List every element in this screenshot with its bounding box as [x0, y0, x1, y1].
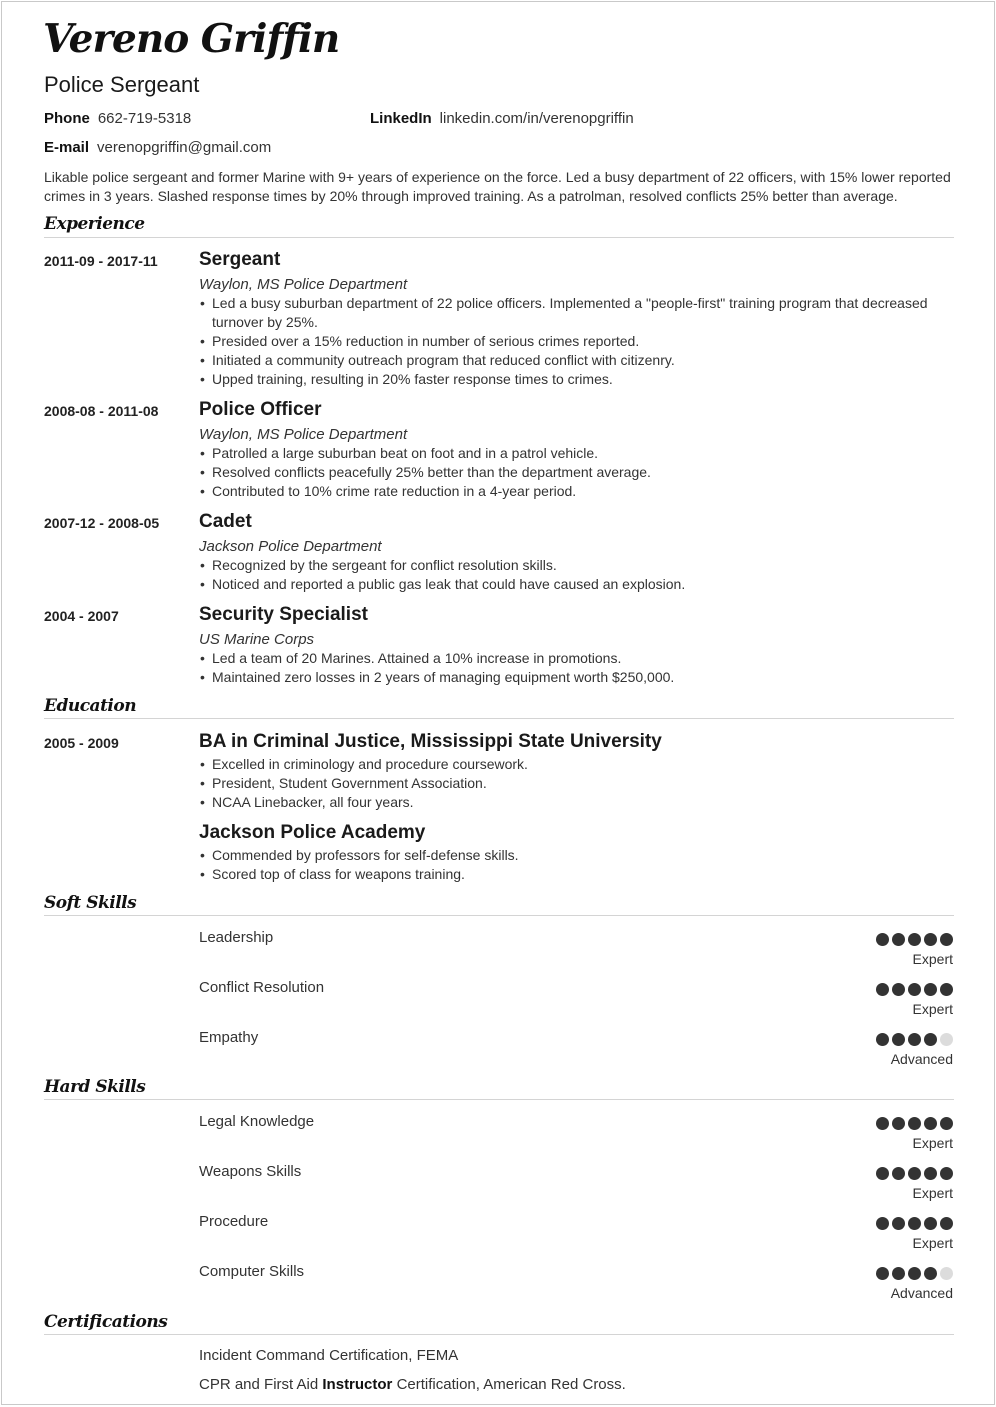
education-divider [44, 718, 954, 719]
list-item: • Led a team of 20 Marines. Attained a 10% increase in promotions. [199, 649, 939, 668]
certification-text: CPR and First Aid [199, 1376, 323, 1393]
job-org: Waylon, MS Police Department [199, 276, 408, 293]
rating-dot-filled [940, 1217, 953, 1230]
education-bullets [199, 755, 939, 812]
experience-divider [44, 237, 954, 238]
skill-name: Weapons Skills [199, 1163, 302, 1180]
rating-dot-filled [908, 983, 921, 996]
list-item: • NCAA Linebacker, all four years. [199, 793, 939, 812]
rating-dot-filled [908, 1217, 921, 1230]
job-dates: 2011-09 - 2017-11 [44, 253, 158, 269]
rating-dot-filled [940, 933, 953, 946]
list-item: • Led a busy suburban department of 22 police officers. Implemented a "people-first" training program that decreased turnover by 25%. [199, 294, 939, 332]
list-item: • Initiated a community outreach program that reduced conflict with citizenry. [199, 351, 939, 370]
contact-email [44, 139, 271, 156]
skill-rating [876, 1217, 953, 1230]
list-item: • Contributed to 10% crime rate reduction in a 4-year period. [199, 482, 939, 501]
education-bullets [199, 846, 939, 884]
soft-skills-divider [44, 915, 954, 916]
rating-dot-filled [924, 1217, 937, 1230]
job-dates: 2004 - 2007 [44, 608, 119, 624]
resume-page [1, 1, 995, 1405]
certification-text-end: Certification, American Red Cross. [392, 1376, 626, 1393]
list-item: • Scored top of class for weapons training. [199, 865, 939, 884]
rating-dot-filled [876, 1217, 889, 1230]
certification-bold: Instructor [322, 1376, 393, 1393]
job-title: Police Sergeant [44, 72, 200, 97]
phone-label: Phone [44, 110, 90, 127]
skill-name: Legal Knowledge [199, 1113, 315, 1130]
job-title: Cadet [199, 511, 252, 532]
list-item: • Patrolled a large suburban beat on foot and in a patrol vehicle. [199, 444, 939, 463]
rating-dot-filled [908, 933, 921, 946]
list-item: • Presided over a 15% reduction in number of serious crimes reported. [199, 332, 939, 351]
rating-dot-filled [876, 1033, 889, 1046]
rating-dot-filled [924, 983, 937, 996]
rating-dot-filled [892, 1033, 905, 1046]
hard-skills-divider [44, 1099, 954, 1100]
hard-skills-heading: Hard Skills [44, 1077, 146, 1097]
certifications-divider [44, 1334, 954, 1335]
rating-dot-filled [876, 983, 889, 996]
list-item: • President, Student Government Association. [199, 774, 939, 793]
education-heading: Education [44, 696, 137, 716]
contact-phone [44, 110, 191, 127]
list-item: • Commended by professors for self-defense skills. [199, 846, 939, 865]
skill-name: Computer Skills [199, 1263, 305, 1280]
skill-name: Leadership [199, 929, 274, 946]
rating-dot-filled [892, 1167, 905, 1180]
job-org: Jackson Police Department [199, 538, 382, 555]
rating-dot-filled [876, 933, 889, 946]
rating-dot-filled [940, 1167, 953, 1180]
job-dates: 2008-08 - 2011-08 [44, 403, 159, 419]
education-title: Jackson Police Academy [199, 822, 426, 843]
education-title: BA in Criminal Justice, Mississippi State University [199, 731, 662, 752]
rating-dot-filled [876, 1167, 889, 1180]
job-dates: 2007-12 - 2008-05 [44, 515, 160, 531]
experience-heading: Experience [44, 214, 145, 234]
job-org: Waylon, MS Police Department [199, 426, 408, 443]
education-dates: 2005 - 2009 [44, 735, 119, 751]
skill-rating [876, 1267, 953, 1280]
skill-name: Empathy [199, 1029, 259, 1046]
rating-dot-filled [892, 1117, 905, 1130]
rating-dot-filled [924, 1267, 937, 1280]
certification-item [199, 1376, 626, 1393]
skill-level: Expert [912, 1185, 953, 1201]
rating-dot-filled [924, 1117, 937, 1130]
candidate-name: Vereno Griffin [43, 16, 340, 62]
skill-name: Procedure [199, 1213, 269, 1230]
rating-dot-filled [892, 933, 905, 946]
skill-level: Advanced [890, 1051, 953, 1067]
job-title: Sergeant [199, 249, 281, 270]
rating-dot-filled [892, 1217, 905, 1230]
job-title: Security Specialist [199, 604, 368, 625]
job-title: Police Officer [199, 399, 322, 420]
certification-text: Incident Command Certification, FEMA [199, 1347, 459, 1364]
rating-dot-filled [924, 1167, 937, 1180]
skill-rating [876, 983, 953, 996]
rating-dot-filled [876, 1117, 889, 1130]
list-item: • Upped training, resulting in 20% faster response times to crimes. [199, 370, 939, 389]
rating-dot-empty [940, 1267, 953, 1280]
skill-level: Expert [912, 951, 953, 967]
skill-level: Expert [912, 1235, 953, 1251]
rating-dot-filled [924, 933, 937, 946]
linkedin-value[interactable]: linkedin.com/in/verenopgriffin [439, 110, 634, 127]
phone-value: 662-719-5318 [97, 110, 192, 127]
rating-dot-filled [940, 1117, 953, 1130]
list-item: • Excelled in criminology and procedure coursework. [199, 755, 939, 774]
rating-dot-filled [876, 1267, 889, 1280]
skill-level: Advanced [890, 1285, 953, 1301]
rating-dot-filled [892, 1267, 905, 1280]
skill-name: Conflict Resolution [199, 979, 325, 996]
rating-dot-filled [908, 1117, 921, 1130]
summary: Likable police sergeant and former Marine with 9+ years of experience on the force. Led a busy department of 22 officers, with 15% lower reported crimes in 3 years. Slashed response times by 20% through improved training. As a patrolman, resolved conflicts 25% better than average. [44, 169, 951, 204]
job-bullets [199, 444, 939, 501]
job-bullets [199, 294, 939, 389]
rating-dot-filled [892, 983, 905, 996]
email-value[interactable]: verenopgriffin@gmail.com [97, 139, 272, 156]
certification-item [199, 1347, 458, 1364]
rating-dot-empty [940, 1033, 953, 1046]
rating-dot-filled [908, 1267, 921, 1280]
list-item: • Noticed and reported a public gas leak that could have caused an explosion. [199, 575, 939, 594]
list-item: • Recognized by the sergeant for conflict resolution skills. [199, 556, 939, 575]
email-label: E-mail [44, 139, 90, 156]
skill-level: Expert [912, 1001, 953, 1017]
rating-dot-filled [908, 1167, 921, 1180]
skill-rating [876, 1117, 953, 1130]
linkedin-label: LinkedIn [370, 110, 432, 127]
soft-skills-heading: Soft Skills [44, 893, 137, 913]
rating-dot-filled [924, 1033, 937, 1046]
skill-rating [876, 1167, 953, 1180]
rating-dot-filled [908, 1033, 921, 1046]
rating-dot-filled [940, 983, 953, 996]
contact-linkedin [370, 110, 634, 127]
list-item: • Maintained zero losses in 2 years of managing equipment worth $250,000. [199, 668, 939, 687]
list-item: • Resolved conflicts peacefully 25% better than the department average. [199, 463, 939, 482]
skill-level: Expert [912, 1135, 953, 1151]
job-org: US Marine Corps [199, 631, 315, 648]
job-bullets [199, 649, 939, 687]
skill-rating [876, 1033, 953, 1046]
job-bullets [199, 556, 939, 594]
certifications-heading: Certifications [44, 1312, 168, 1332]
skill-rating [876, 933, 953, 946]
